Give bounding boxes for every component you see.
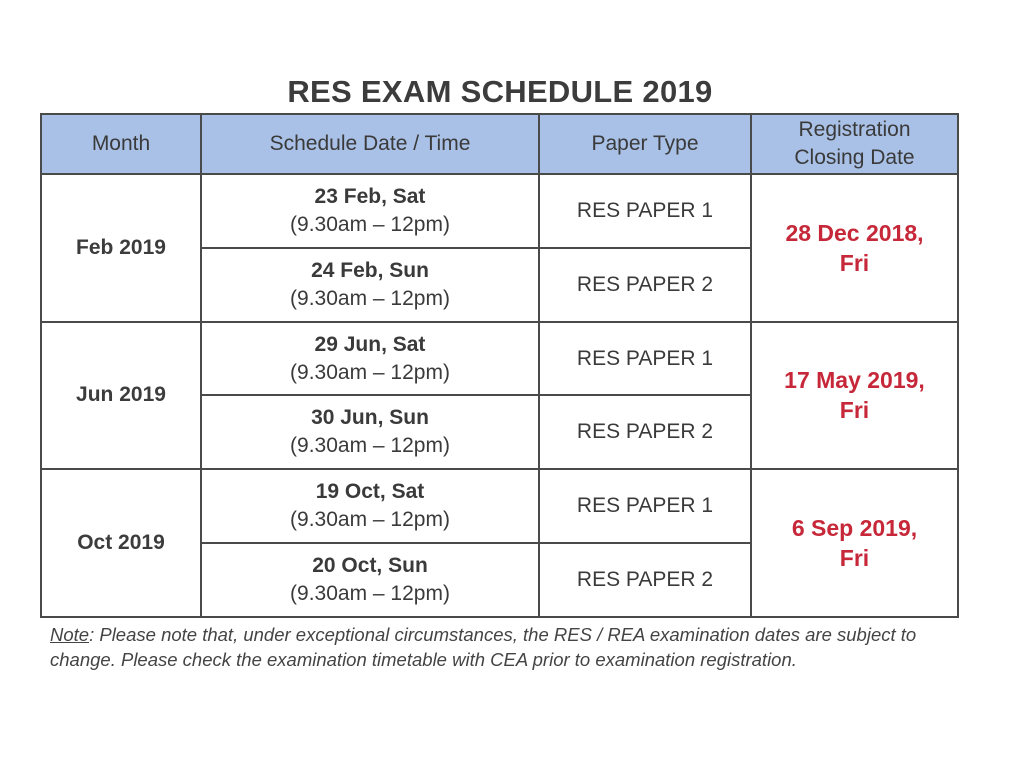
closing-day: Fri <box>839 397 870 424</box>
session-day: 30 Jun, Sun <box>311 406 429 430</box>
paper-cell: RES PAPER 2 <box>539 395 751 469</box>
month-cell: Jun 2019 <box>41 322 201 470</box>
session-day: 20 Oct, Sun <box>312 554 428 578</box>
session-day: 23 Feb, Sat <box>314 184 426 208</box>
header-closing-date <box>751 114 958 174</box>
table-row <box>41 469 958 543</box>
header-closing-line1: Registration <box>798 118 911 141</box>
session-day: 24 Feb, Sun <box>311 258 429 282</box>
date-cell <box>201 248 539 322</box>
date-cell <box>201 322 539 396</box>
header-paper-type: Paper Type <box>539 114 751 174</box>
closing-date: 28 Dec 2018, <box>785 219 924 246</box>
session-time: (9.30am – 12pm) <box>290 212 450 236</box>
header-closing-line2: Closing Date <box>794 146 915 169</box>
note-text: : Please note that, under exceptional circumstances, the RES / REA examination dates are subject to change. Please check the examination timetable with CEA prior to examination registration. <box>50 624 917 670</box>
table-row <box>41 174 958 248</box>
closing-day: Fri <box>839 249 870 276</box>
date-cell <box>201 469 539 543</box>
session-time: (9.30am – 12pm) <box>290 434 450 458</box>
closing-date-cell <box>751 469 958 617</box>
header-schedule-date: Schedule Date / Time <box>201 114 539 174</box>
closing-day: Fri <box>839 545 870 572</box>
note-label: Note <box>50 624 90 645</box>
date-cell <box>201 543 539 617</box>
month-cell: Oct 2019 <box>41 469 201 617</box>
session-time: (9.30am – 12pm) <box>290 582 450 606</box>
header-month: Month <box>41 114 201 174</box>
paper-cell: RES PAPER 1 <box>539 322 751 396</box>
closing-date-cell <box>751 322 958 470</box>
exam-schedule-table <box>40 113 959 618</box>
closing-date: 17 May 2019, <box>784 367 925 394</box>
closing-date-cell <box>751 174 958 322</box>
session-day: 29 Jun, Sat <box>314 332 426 356</box>
date-cell <box>201 395 539 469</box>
paper-cell: RES PAPER 2 <box>539 248 751 322</box>
month-cell: Feb 2019 <box>41 174 201 322</box>
paper-cell: RES PAPER 2 <box>539 543 751 617</box>
session-time: (9.30am – 12pm) <box>290 286 450 310</box>
page-title: RES EXAM SCHEDULE 2019 <box>287 74 713 109</box>
closing-date: 6 Sep 2019, <box>791 515 918 542</box>
date-cell <box>201 174 539 248</box>
paper-cell: RES PAPER 1 <box>539 174 751 248</box>
table-header-row <box>41 114 958 174</box>
session-time: (9.30am – 12pm) <box>290 508 450 532</box>
paper-cell: RES PAPER 1 <box>539 469 751 543</box>
table-row <box>41 322 958 396</box>
footnote <box>50 622 970 672</box>
session-day: 19 Oct, Sat <box>315 480 425 504</box>
session-time: (9.30am – 12pm) <box>290 360 450 384</box>
